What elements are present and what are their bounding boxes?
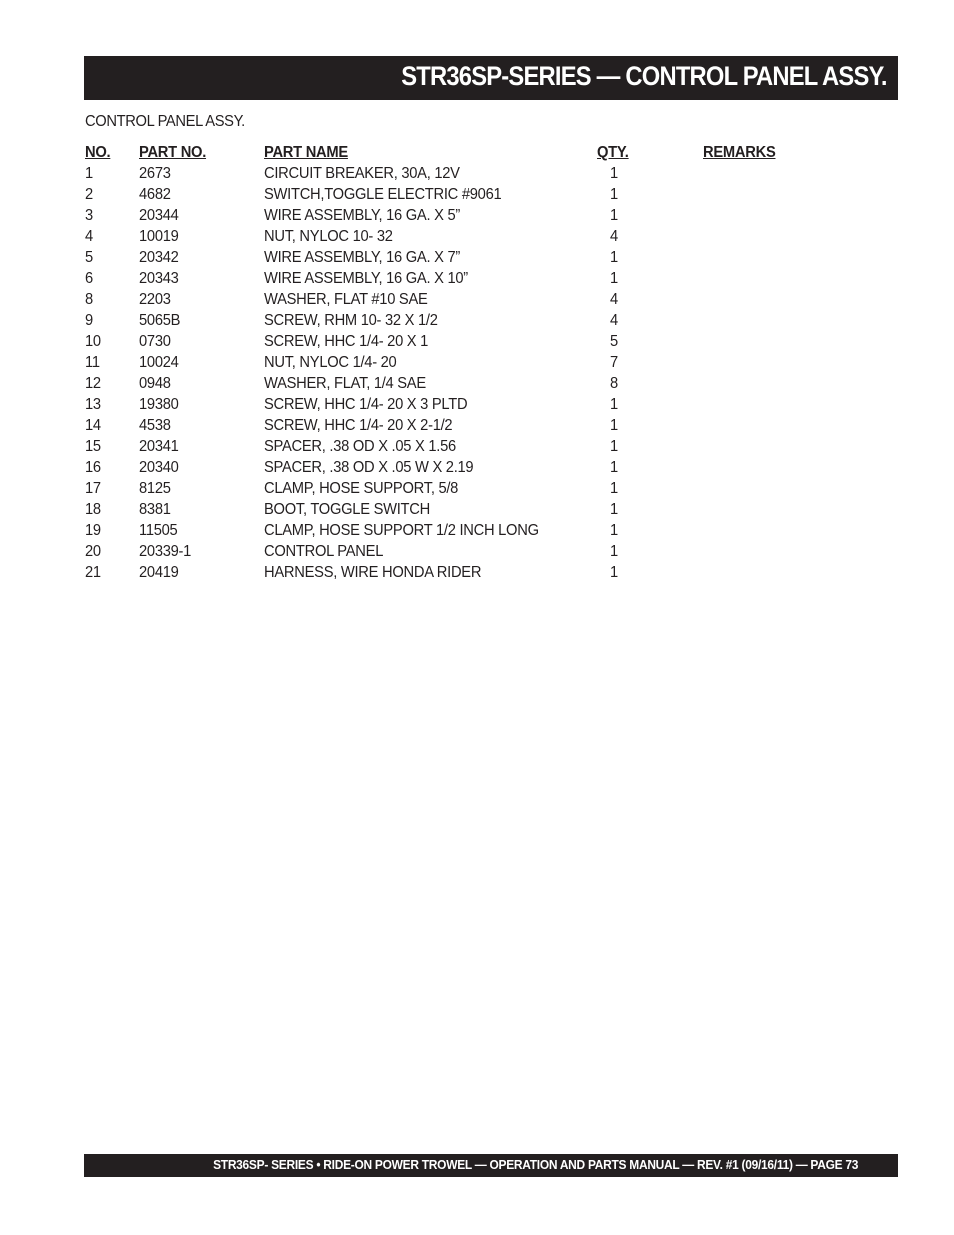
parts-table [85, 142, 805, 583]
table-row [85, 331, 805, 352]
cell-no: 6 [85, 270, 93, 287]
cell-part-name: WIRE ASSEMBLY, 16 GA. X 5” [264, 207, 460, 224]
cell-part-no: 2203 [139, 291, 171, 308]
cell-part-no: 20344 [139, 207, 179, 224]
header-qty: QTY. [597, 144, 629, 161]
cell-part-no: 19380 [139, 396, 179, 413]
cell-no: 17 [85, 480, 101, 497]
cell-part-name: SCREW, HHC 1/4- 20 X 1 [264, 333, 429, 350]
header-part-name: PART NAME [264, 144, 348, 161]
cell-no: 10 [85, 333, 101, 350]
cell-part-no: 20419 [139, 564, 179, 581]
cell-qty: 1 [610, 249, 618, 266]
cell-no: 8 [85, 291, 93, 308]
footer-text: STR36SP- SERIES • RIDE-ON POWER TROWEL — OPERATION AND PARTS MANUAL — REV. #1 (09/16/11) — PAGE 73 [212, 1157, 858, 1172]
cell-part-no: 2673 [139, 165, 171, 182]
cell-no: 1 [85, 165, 93, 182]
cell-qty: 1 [610, 165, 618, 182]
cell-part-name: CLAMP, HOSE SUPPORT, 5/8 [264, 480, 459, 497]
header-no: NO. [85, 144, 111, 161]
cell-qty: 4 [610, 312, 618, 329]
cell-part-no: 11505 [139, 522, 178, 539]
cell-qty: 1 [610, 501, 618, 518]
page-title: STR36SP-SERIES — CONTROL PANEL ASSY. [401, 61, 887, 91]
cell-part-name: CONTROL PANEL [264, 543, 384, 560]
cell-part-name: CIRCUIT BREAKER, 30A, 12V [264, 165, 460, 182]
cell-part-no: 8381 [139, 501, 171, 518]
cell-part-name: SCREW, HHC 1/4- 20 X 2-1/2 [264, 417, 453, 434]
cell-qty: 4 [610, 291, 618, 308]
cell-part-no: 10024 [139, 354, 179, 371]
table-row [85, 310, 805, 331]
cell-no: 11 [85, 354, 100, 371]
cell-qty: 1 [610, 564, 618, 581]
cell-part-no: 5065B [139, 312, 181, 329]
cell-part-name: SPACER, .38 OD X .05 X 1.56 [264, 438, 456, 455]
table-row [85, 352, 805, 373]
table-row [85, 163, 805, 184]
table-row [85, 541, 805, 562]
cell-no: 12 [85, 375, 101, 392]
header-part-no: PART NO. [139, 144, 207, 161]
cell-part-no: 4682 [139, 186, 171, 203]
cell-part-name: SCREW, RHM 10- 32 X 1/2 [264, 312, 438, 329]
cell-qty: 4 [610, 228, 618, 245]
header-remarks: REMARKS [703, 144, 776, 161]
cell-qty: 1 [610, 207, 618, 224]
cell-qty: 1 [610, 543, 618, 560]
table-row [85, 415, 805, 436]
table-row [85, 478, 805, 499]
cell-part-no: 20340 [139, 459, 179, 476]
cell-qty: 5 [610, 333, 618, 350]
cell-qty: 1 [610, 459, 618, 476]
table-row [85, 205, 805, 226]
cell-qty: 1 [610, 396, 618, 413]
cell-qty: 1 [610, 186, 618, 203]
table-row [85, 247, 805, 268]
cell-qty: 1 [610, 438, 618, 455]
table-row [85, 394, 805, 415]
cell-no: 18 [85, 501, 101, 518]
cell-no: 5 [85, 249, 93, 266]
page-header-bar [84, 56, 898, 100]
cell-no: 9 [85, 312, 93, 329]
table-row [85, 226, 805, 247]
cell-part-name: SCREW, HHC 1/4- 20 X 3 PLTD [264, 396, 468, 413]
cell-part-name: SPACER, .38 OD X .05 W X 2.19 [264, 459, 474, 476]
cell-part-no: 10019 [139, 228, 179, 245]
table-row [85, 562, 805, 583]
cell-qty: 1 [610, 417, 618, 434]
cell-no: 13 [85, 396, 101, 413]
cell-part-no: 20341 [139, 438, 179, 455]
table-row [85, 289, 805, 310]
cell-no: 16 [85, 459, 101, 476]
cell-part-name: WIRE ASSEMBLY, 16 GA. X 7” [264, 249, 460, 266]
cell-part-name: WASHER, FLAT #10 SAE [264, 291, 428, 308]
cell-qty: 7 [610, 354, 618, 371]
cell-part-no: 8125 [139, 480, 171, 497]
cell-no: 19 [85, 522, 101, 539]
cell-no: 4 [85, 228, 93, 245]
cell-part-no: 4538 [139, 417, 171, 434]
table-row [85, 457, 805, 478]
cell-part-name: SWITCH,TOGGLE ELECTRIC #9061 [264, 186, 502, 203]
table-row [85, 268, 805, 289]
table-row [85, 520, 805, 541]
table-header-row [85, 142, 805, 163]
cell-qty: 8 [610, 375, 618, 392]
table-row [85, 499, 805, 520]
cell-part-name: WASHER, FLAT, 1/4 SAE [264, 375, 426, 392]
cell-part-no: 20339-1 [139, 543, 192, 560]
cell-no: 20 [85, 543, 101, 560]
table-body [85, 163, 805, 583]
page-footer-bar [84, 1154, 898, 1177]
cell-qty: 1 [610, 480, 618, 497]
cell-part-name: CLAMP, HOSE SUPPORT 1/2 INCH LONG [264, 522, 539, 539]
table-row [85, 373, 805, 394]
cell-part-name: NUT, NYLOC 10- 32 [264, 228, 393, 245]
cell-no: 14 [85, 417, 101, 434]
cell-no: 2 [85, 186, 93, 203]
cell-no: 15 [85, 438, 101, 455]
cell-part-name: BOOT, TOGGLE SWITCH [264, 501, 430, 518]
cell-part-no: 0948 [139, 375, 171, 392]
cell-part-no: 20343 [139, 270, 179, 287]
cell-part-no: 0730 [139, 333, 171, 350]
cell-qty: 1 [610, 522, 618, 539]
table-row [85, 184, 805, 205]
cell-no: 21 [85, 564, 101, 581]
cell-qty: 1 [610, 270, 618, 287]
cell-no: 3 [85, 207, 93, 224]
section-title: CONTROL PANEL ASSY. [85, 113, 245, 130]
cell-part-name: HARNESS, WIRE HONDA RIDER [264, 564, 482, 581]
table-row [85, 436, 805, 457]
cell-part-name: NUT, NYLOC 1/4- 20 [264, 354, 397, 371]
cell-part-no: 20342 [139, 249, 179, 266]
cell-part-name: WIRE ASSEMBLY, 16 GA. X 10” [264, 270, 468, 287]
